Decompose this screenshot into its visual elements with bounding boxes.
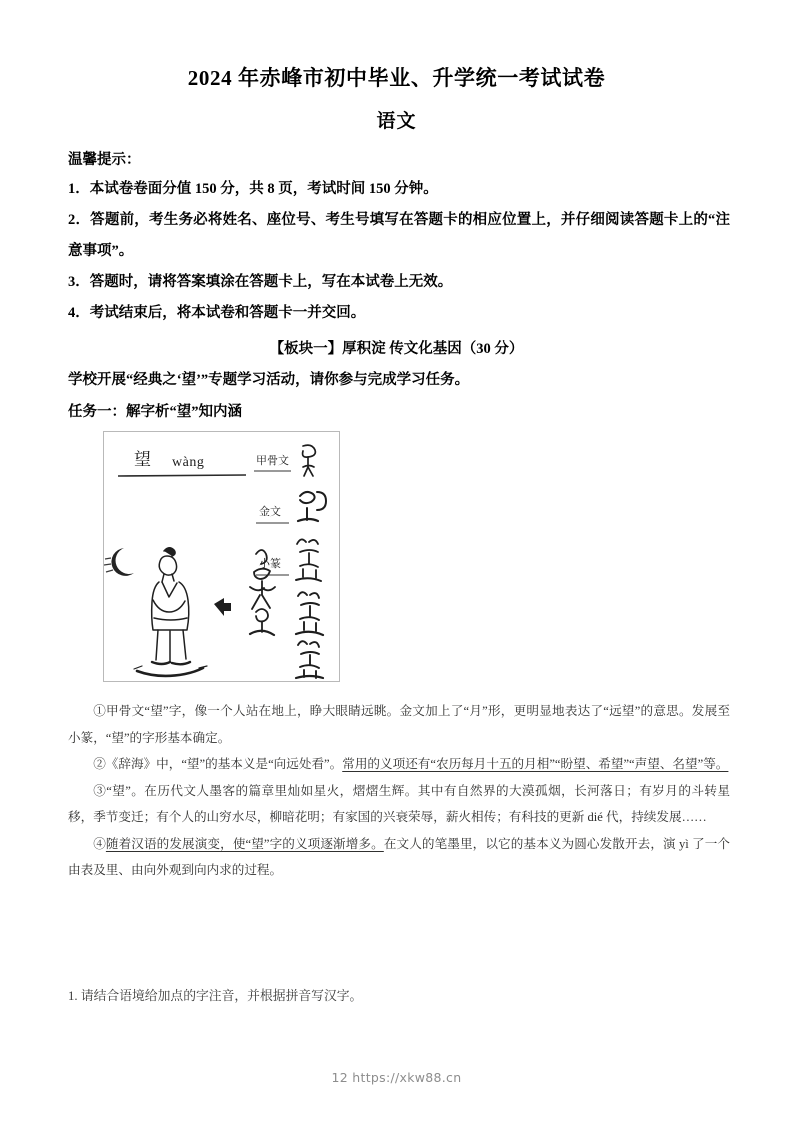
script-label-bronze: 金文	[259, 505, 281, 518]
character-evolution-figure	[103, 431, 340, 682]
paragraph-marker: ③	[93, 783, 107, 798]
notice-item: 3．答题时，请将答案填涂在答题卡上，写在本试卷上无效。	[68, 274, 453, 290]
paragraph-text: 《辞海》中，“望”的基本义是“向远处看”。	[105, 757, 343, 771]
person-gazing-illustration	[134, 548, 207, 676]
passage-paragraph-1	[68, 698, 730, 751]
notice-item: 2．答题前，考生务必将姓名、座位号、考生号填写在答题卡的相应位置上，并仔细阅读答题卡上的“注意事项”。	[68, 212, 730, 259]
glyph-oracle-bone	[303, 445, 316, 476]
glyph-clerical	[296, 592, 323, 635]
activity-description: 学校开展“经典之‘望’”专题学习活动，请你参与完成学习任务。	[68, 372, 470, 388]
glyph-bronze	[298, 492, 326, 521]
paragraph-text: “望”。在历代文人墨客的篇章里灿如星火，熠熠生辉。其中有自然界的大漠孤烟，长河落日；有岁月的斗转星移，季节变迁；有个人的山穷水尽，柳暗花明；有家国的兴衰荣辱，薪火相传；有科技的更新 dié 代，持续发展……	[68, 783, 730, 824]
paragraph-text: 甲骨文“望”字，像一个人站在地上，睁大眼睛远眺。金文加上了“月”形，更明显地表达了“远望”的意思。发展至小篆，“望”的字形基本确定。	[68, 704, 730, 745]
task-one-heading: 任务一：解字析“望”知内涵	[68, 404, 242, 420]
notice-heading: 温馨提示：	[68, 152, 141, 168]
headword-rule	[118, 475, 246, 476]
paragraph-text: 在文人的笔墨里，以它的基本义为圆心发散开去，演 yì 了一个由表及里、由向外观到向内求的过程。	[68, 836, 731, 877]
question-text: 请结合语境给加点的字注音，并根据拼音写汉字。	[80, 989, 363, 1003]
paragraph-text-underlined: 常用的义项还有“农历每月十五的月相”“盼望、希望”“声望、名望”等。	[342, 757, 729, 771]
paragraph-marker: ②	[93, 757, 106, 771]
glyph-seal	[296, 539, 321, 581]
reading-passage	[68, 698, 730, 884]
question-1	[68, 985, 730, 1004]
notice-item: 1．本试卷卷面分值 150 分，共 8 页，考试时间 150 分钟。	[68, 181, 438, 197]
subject-title: 语文	[376, 111, 417, 132]
passage-paragraph-2	[68, 751, 730, 778]
paragraph-marker: ①	[93, 704, 106, 718]
figure-pinyin: wàng	[172, 455, 205, 470]
passage-paragraph-3	[68, 778, 730, 831]
page-title: 2024 年赤峰市初中毕业、升学统一考试试卷	[187, 66, 606, 90]
question-number: 1.	[68, 989, 78, 1003]
board-section-title: 【板块一】厚积淀 传文化基因（30 分）	[269, 341, 524, 357]
notice-list	[68, 174, 730, 329]
paragraph-text-underlined: 随着汉语的发展演变，使“望”字的义项逐渐增多。	[105, 836, 384, 851]
character-evolution-illustration	[104, 432, 339, 681]
script-label-seal: 小篆	[259, 557, 281, 570]
glyph-regular	[296, 641, 323, 678]
figure-headword: 望	[134, 450, 151, 470]
paragraph-marker: ④	[93, 836, 106, 851]
notice-item: 4．考试结束后，将本试卷和答题卡一并交回。	[68, 305, 366, 321]
page-watermark: 12 https://xkw88.cn	[331, 1070, 462, 1085]
moon-icon	[104, 548, 134, 576]
arrow-icon	[214, 598, 231, 616]
passage-paragraph-4	[68, 831, 730, 884]
script-label-oracle: 甲骨文	[256, 454, 289, 467]
